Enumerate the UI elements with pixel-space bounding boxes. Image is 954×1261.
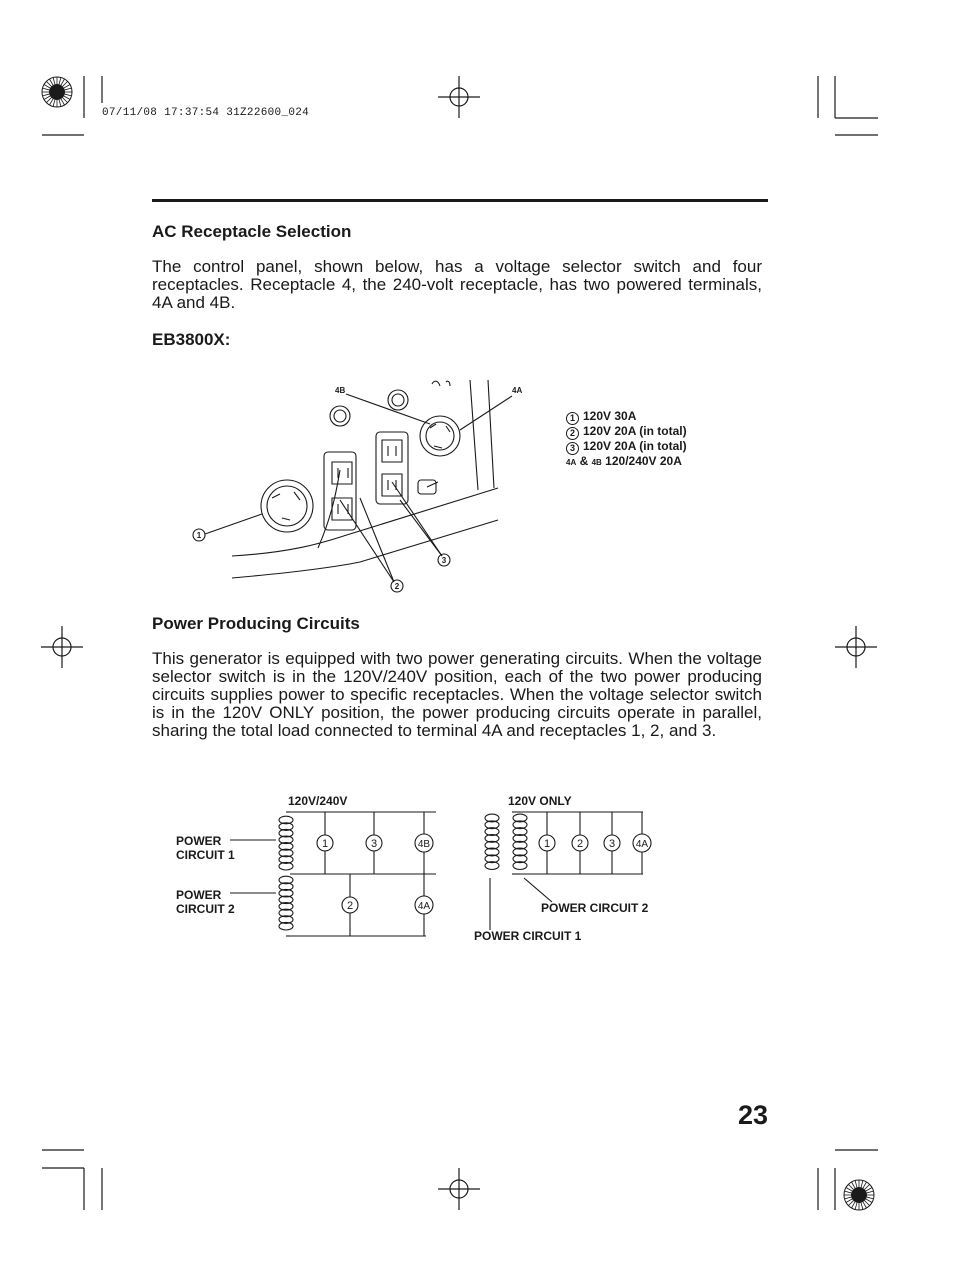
model-label: EB3800X: bbox=[152, 330, 231, 349]
legend-row: 3 120V 20A (in total) bbox=[566, 440, 687, 455]
legend-row: 1 120V 30A bbox=[566, 410, 687, 425]
node-left-bottom-1: 2 bbox=[346, 900, 354, 912]
node-left-top-1: 1 bbox=[321, 838, 329, 850]
legend-row: 4A & 4B 120/240V 20A bbox=[566, 454, 682, 468]
node-right-2: 2 bbox=[576, 838, 584, 850]
print-timestamp: 07/11/08 17:37:54 31Z22600_024 bbox=[102, 107, 310, 119]
diagram-title-120-240: 120V/240V bbox=[288, 794, 348, 808]
node-left-top-3: 4B bbox=[417, 839, 431, 850]
section-heading-receptacle: AC Receptacle Selection bbox=[152, 222, 352, 241]
legend-row: 2 120V 20A (in total) bbox=[566, 425, 687, 440]
label-power-circuit-1: POWER CIRCUIT 1 bbox=[176, 834, 235, 862]
label-4b: 4B bbox=[335, 386, 346, 395]
callout-2: 2 bbox=[394, 582, 400, 591]
page-number: 23 bbox=[738, 1100, 769, 1130]
node-right-4: 4A bbox=[635, 839, 649, 850]
label-4a: 4A bbox=[512, 386, 523, 395]
circuits-paragraph: This generator is equipped with two power generating circuits. When the voltage selector switch is in the 120V/240V position, each of the two power producing circuits supplies power to specific receptacles. When the voltage selector switch is in the 120V ONLY position, the power producing circuits operate in parallel, sharing the total load connected to terminal 4A and receptacles 1, 2, and 3. bbox=[152, 649, 762, 740]
node-right-1: 1 bbox=[543, 838, 551, 850]
label-right-power-circuit-2: POWER CIRCUIT 2 bbox=[541, 901, 649, 915]
diagram-title-120-only: 120V ONLY bbox=[508, 794, 572, 808]
node-left-top-2: 3 bbox=[370, 838, 378, 850]
section-heading-circuits: Power Producing Circuits bbox=[152, 614, 360, 633]
label-power-circuit-2: POWER CIRCUIT 2 bbox=[176, 888, 235, 916]
node-left-bottom-2: 4A bbox=[417, 901, 431, 912]
callout-3: 3 bbox=[441, 556, 447, 565]
label-right-power-circuit-1: POWER CIRCUIT 1 bbox=[474, 929, 582, 943]
node-right-3: 3 bbox=[608, 838, 616, 850]
receptacle-paragraph: The control panel, shown below, has a voltage selector switch and four receptacles. Receptacle 4, the 240-volt receptacle, has two powered terminals, 4A and 4B. bbox=[152, 257, 762, 312]
callout-1: 1 bbox=[196, 531, 202, 540]
